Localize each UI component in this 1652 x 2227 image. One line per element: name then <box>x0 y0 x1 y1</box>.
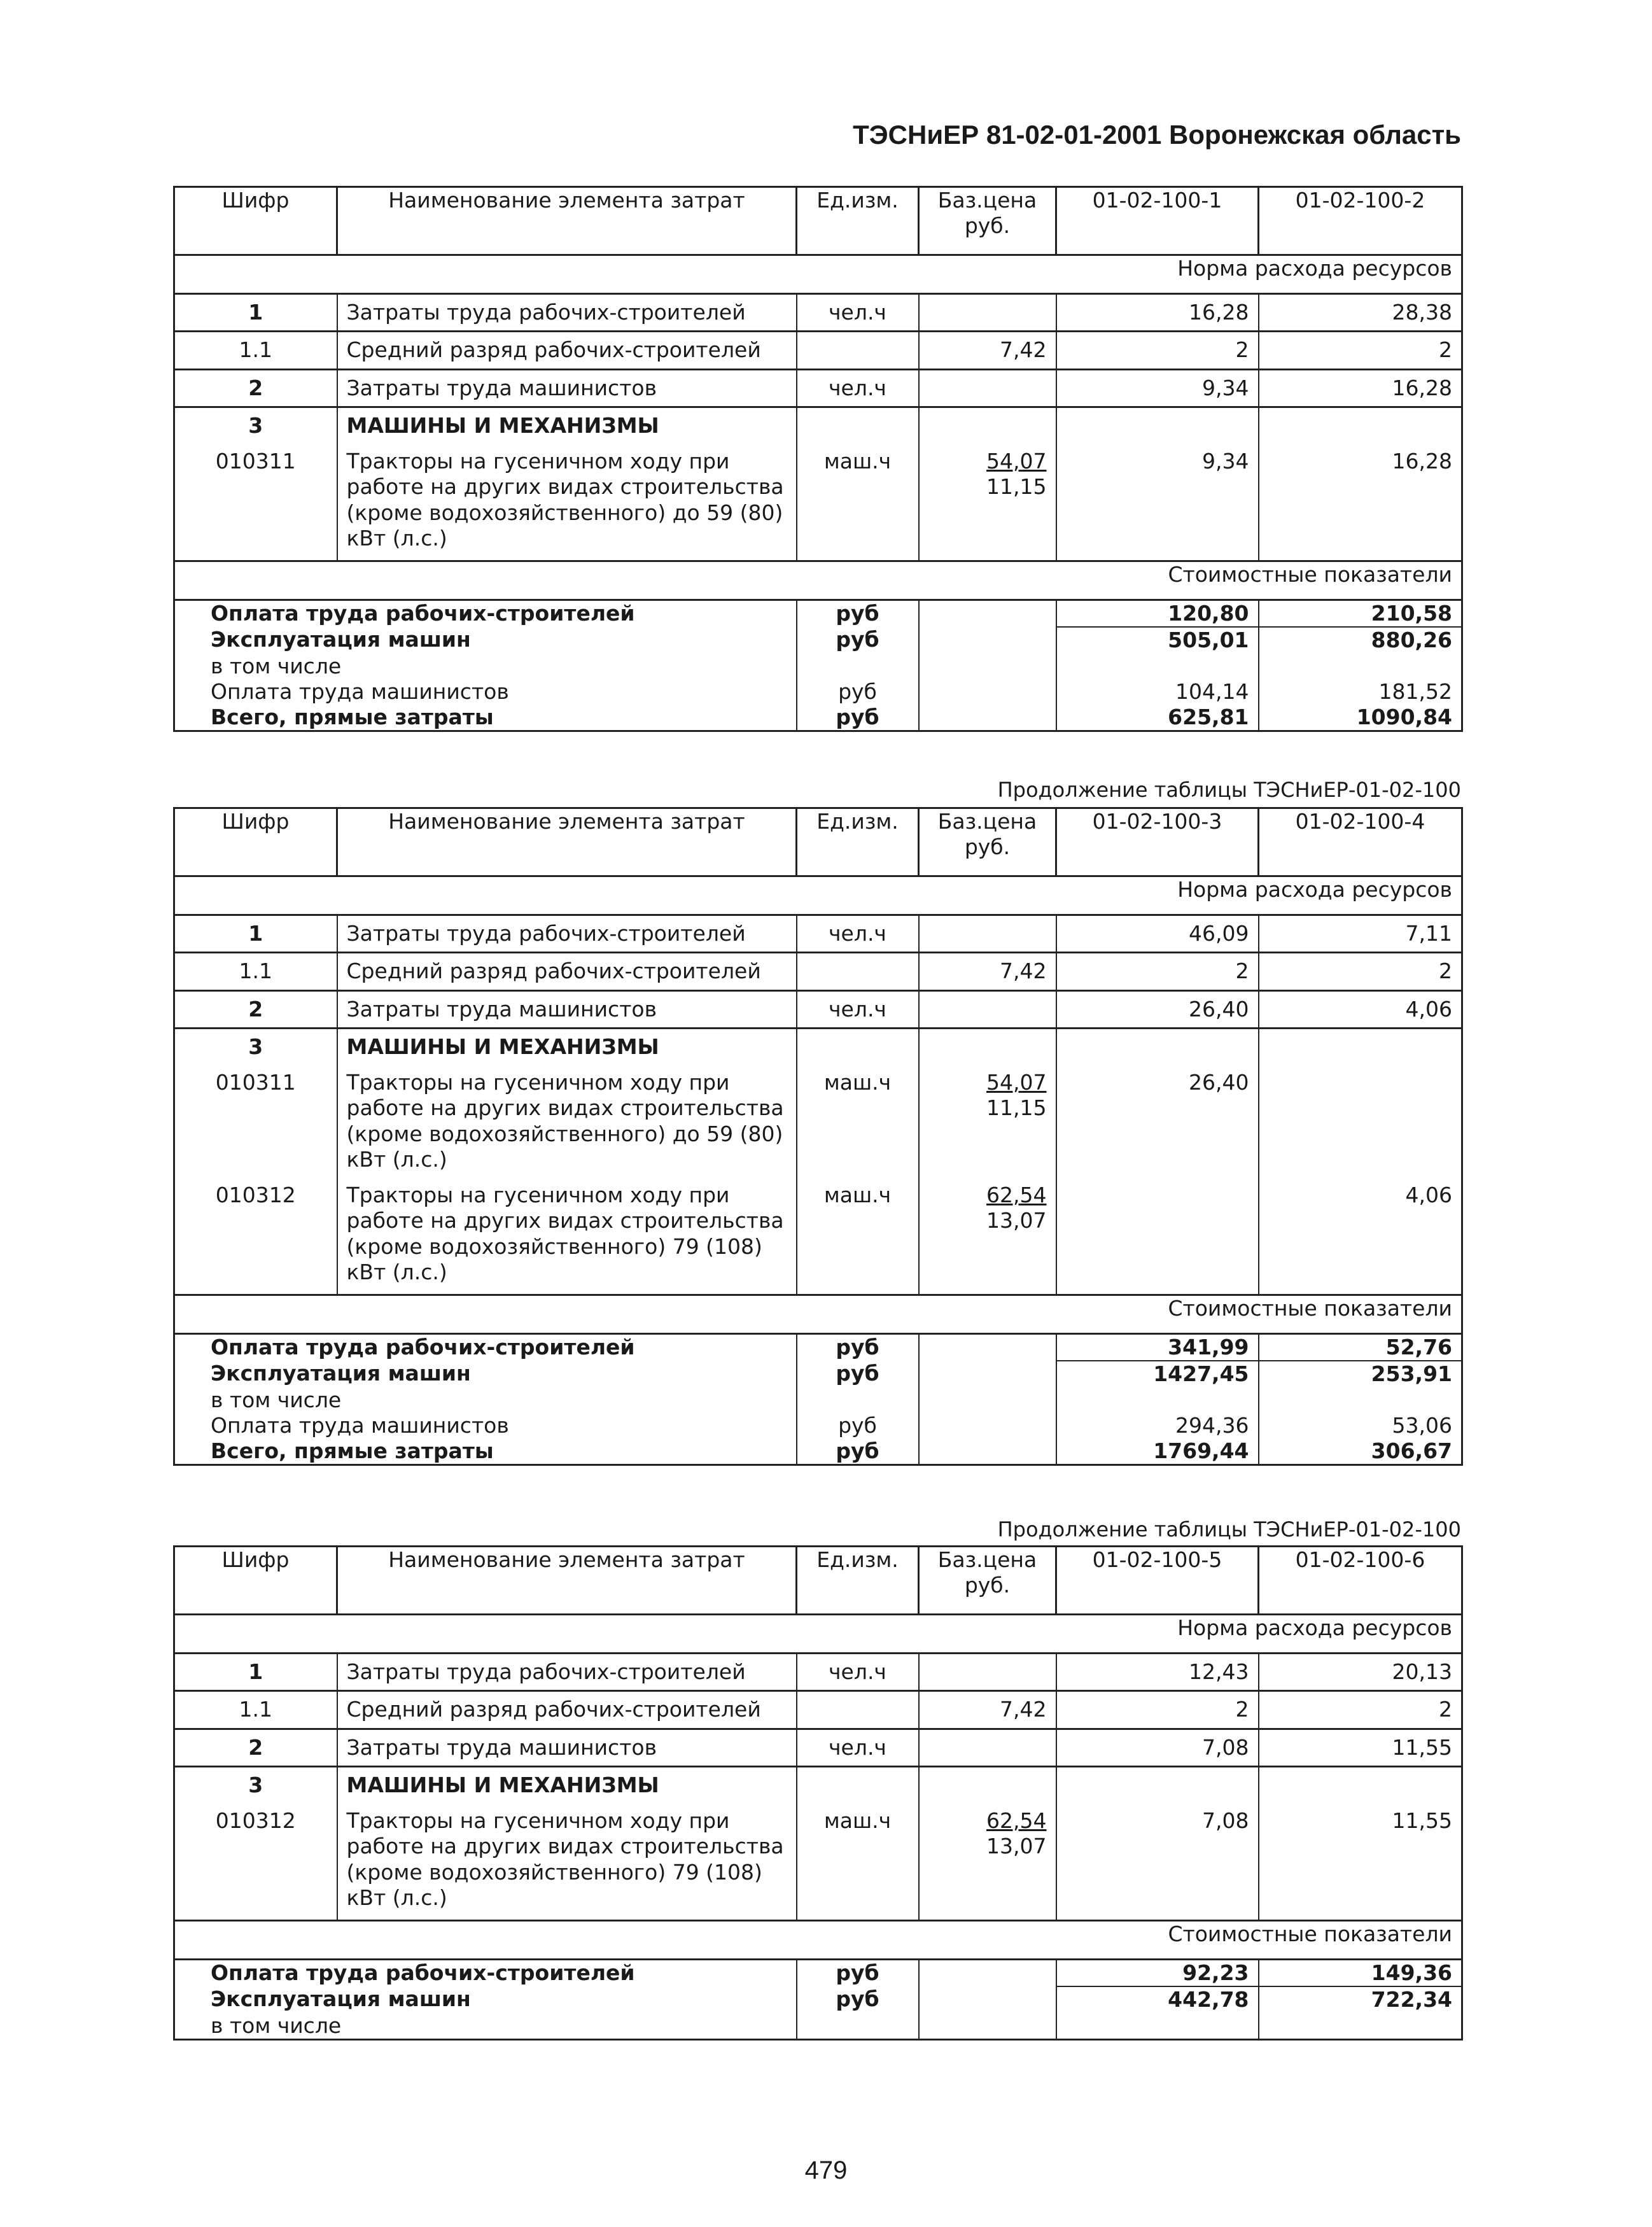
table-cell: маш.ч <box>797 1803 919 1921</box>
table-cell <box>919 679 1056 705</box>
table-row <box>174 1766 1462 1803</box>
table-cell <box>919 1729 1056 1766</box>
column-header-code: Шифр <box>174 1547 337 1615</box>
table-cell: Затраты труда машинистов <box>337 369 797 407</box>
cell-text: Баз.цена <box>937 188 1037 213</box>
table-cell: в том числе <box>174 1387 797 1413</box>
table-cell <box>797 1028 919 1065</box>
table-cell: 7,42 <box>919 1691 1056 1729</box>
table-cell: 2 <box>1259 1691 1462 1729</box>
table-cell: 52,76 <box>1259 1334 1462 1361</box>
table-cell: 210,58 <box>1259 600 1462 628</box>
table-cell: 010312 <box>174 1803 337 1921</box>
table-cell: 4,06 <box>1259 990 1462 1028</box>
table-cell <box>919 1986 1056 2013</box>
table-row <box>174 1413 1462 1438</box>
table-cell: 26,40 <box>1056 1065 1259 1177</box>
table-cell: Тракторы на гусеничном ходу при работе на других видах строительства (кроме водохозяйственного) до 59 (80) кВт (л.с.) <box>337 444 797 561</box>
column-header-variant-1: 01-02-100-1 <box>1056 187 1259 255</box>
table-cell <box>919 1334 1056 1361</box>
table-row <box>174 1960 1462 1987</box>
cell-text: Баз.цена <box>937 809 1037 834</box>
cell-text: 11,15 <box>986 1095 1047 1121</box>
table-cell <box>1259 1065 1462 1177</box>
table-cell: 28,38 <box>1259 294 1462 332</box>
table-cell: Средний разряд рабочих-строителей <box>337 1691 797 1729</box>
table-row <box>174 1729 1462 1766</box>
table-cell: руб <box>797 1361 919 1387</box>
table-cell: 253,91 <box>1259 1361 1462 1387</box>
table-cell: руб <box>797 705 919 731</box>
table-cell: 1.1 <box>174 332 337 369</box>
table-header <box>174 1547 1462 1615</box>
table-cell: 1769,44 <box>1056 1438 1259 1465</box>
table-row <box>174 915 1462 953</box>
cell-text: Баз.цена <box>937 1547 1037 1572</box>
column-header-name: Наименование элемента затрат <box>337 1547 797 1615</box>
table-row <box>174 600 1462 628</box>
table-cell: маш.ч <box>797 1065 919 1177</box>
continuation-caption: Продолжение таблицы ТЭСНиЕР-01-02-100 <box>997 1517 1461 1542</box>
table-cell: 9,34 <box>1056 369 1259 407</box>
table-cell <box>919 369 1056 407</box>
table-cell: чел.ч <box>797 1654 919 1691</box>
table-cell <box>919 1361 1056 1387</box>
table-cell <box>1259 1028 1462 1065</box>
table-cell <box>919 654 1056 679</box>
table-cell: Оплата труда машинистов <box>174 1413 797 1438</box>
table-cell: Эксплуатация машин <box>174 1361 797 1387</box>
table-cell <box>919 1766 1056 1803</box>
table-cell: 3 <box>174 407 337 444</box>
table-cell: 505,01 <box>1056 627 1259 653</box>
table-cell: Затраты труда рабочих-строителей <box>337 294 797 332</box>
column-header-price <box>919 1547 1056 1615</box>
table-cell: руб <box>797 627 919 653</box>
column-header-unit: Ед.изм. <box>797 1547 919 1615</box>
cell-text: 62,54 <box>986 1183 1047 1207</box>
table-cell: 1427,45 <box>1056 1361 1259 1387</box>
table-cell: 722,34 <box>1259 1986 1462 2013</box>
table-row <box>174 1986 1462 2013</box>
table-row <box>174 294 1462 332</box>
table-row <box>174 1065 1462 1177</box>
table-cell: 1 <box>174 294 337 332</box>
section-costs-label: Стоимостные показатели <box>174 1295 1462 1334</box>
table-cell <box>919 407 1056 444</box>
table-cell: чел.ч <box>797 1729 919 1766</box>
table-row <box>174 1177 1462 1295</box>
table-cell: МАШИНЫ И МЕХАНИЗМЫ <box>337 407 797 444</box>
table-cell: Тракторы на гусеничном ходу при работе на других видах строительства (кроме водохозяйственного) 79 (108) кВт (л.с.) <box>337 1177 797 1295</box>
table-cell <box>797 2013 919 2040</box>
table-cell <box>919 600 1056 628</box>
table-cell <box>919 2013 1056 2040</box>
table-cell: Затраты труда машинистов <box>337 1729 797 1766</box>
page-number: 479 <box>804 2156 848 2184</box>
table-cell: чел.ч <box>797 990 919 1028</box>
continuation-caption: Продолжение таблицы ТЭСНиЕР-01-02-100 <box>997 778 1461 802</box>
table-row <box>174 407 1462 444</box>
table-cell: 010311 <box>174 1065 337 1177</box>
table-cell: 4,06 <box>1259 1177 1462 1295</box>
table-cell: Всего, прямые затраты <box>174 705 797 731</box>
cell-text: руб. <box>964 834 1011 860</box>
table-row <box>174 1691 1462 1729</box>
table-row <box>174 1803 1462 1921</box>
table-cell: МАШИНЫ И МЕХАНИЗМЫ <box>337 1028 797 1065</box>
table-row <box>174 679 1462 705</box>
table-cell: 7,42 <box>919 332 1056 369</box>
table-cell: 1090,84 <box>1259 705 1462 731</box>
table-cell: 341,99 <box>1056 1334 1259 1361</box>
table-cell <box>919 915 1056 953</box>
column-header-variant-2: 01-02-100-2 <box>1259 187 1462 255</box>
table-cell: 010312 <box>174 1177 337 1295</box>
table-cell <box>919 294 1056 332</box>
table-row <box>174 1654 1462 1691</box>
cell-text: 11,15 <box>986 474 1047 500</box>
table-cell: маш.ч <box>797 444 919 561</box>
table-cell <box>1259 2013 1462 2040</box>
column-header-code: Шифр <box>174 187 337 255</box>
table-cell: 2 <box>174 369 337 407</box>
table-cell <box>919 1413 1056 1438</box>
cell-text: 13,07 <box>986 1208 1047 1233</box>
table-cell: 1 <box>174 915 337 953</box>
table-cell <box>1056 1028 1259 1065</box>
column-header-price <box>919 808 1056 876</box>
table-cell <box>1056 2013 1259 2040</box>
table-header <box>174 808 1462 876</box>
section-costs-label: Стоимостные показатели <box>174 1921 1462 1960</box>
table-cell: 46,09 <box>1056 915 1259 953</box>
table-cell <box>797 1691 919 1729</box>
table-row <box>174 1361 1462 1387</box>
table-cell: Эксплуатация машин <box>174 1986 797 2013</box>
resource-table-2 <box>173 807 1463 1466</box>
table-cell: 120,80 <box>1056 600 1259 628</box>
table-cell: руб <box>797 1438 919 1465</box>
table-cell <box>919 1065 1056 1177</box>
table-row <box>174 990 1462 1028</box>
table-cell: 625,81 <box>1056 705 1259 731</box>
table-cell: 104,14 <box>1056 679 1259 705</box>
table-cell: 7,42 <box>919 953 1056 990</box>
table-row <box>174 332 1462 369</box>
resource-table-1 <box>173 186 1463 732</box>
table-cell: 3 <box>174 1028 337 1065</box>
table-cell <box>1259 407 1462 444</box>
table-cell <box>1056 654 1259 679</box>
table-cell <box>919 1960 1056 1987</box>
table-cell <box>1056 1387 1259 1413</box>
column-header-price <box>919 187 1056 255</box>
table-cell: Всего, прямые затраты <box>174 1438 797 1465</box>
table-cell <box>919 444 1056 561</box>
table-cell: Затраты труда рабочих-строителей <box>337 1654 797 1691</box>
section-norms-label: Норма расхода ресурсов <box>174 255 1462 294</box>
table-cell <box>919 705 1056 731</box>
table-cell: 16,28 <box>1259 369 1462 407</box>
table-cell <box>1259 1766 1462 1803</box>
table-cell: руб <box>797 600 919 628</box>
table-cell: 2 <box>174 1729 337 1766</box>
table-cell: 26,40 <box>1056 990 1259 1028</box>
table-cell: Оплата труда рабочих-строителей <box>174 600 797 628</box>
table-cell <box>797 407 919 444</box>
table-cell: Оплата труда рабочих-строителей <box>174 1334 797 1361</box>
table-cell: 2 <box>1259 332 1462 369</box>
table-cell: Средний разряд рабочих-строителей <box>337 332 797 369</box>
table-cell: Оплата труда рабочих-строителей <box>174 1960 797 1987</box>
table-cell: 12,43 <box>1056 1654 1259 1691</box>
table-cell: 2 <box>1056 1691 1259 1729</box>
table-cell: 2 <box>1259 953 1462 990</box>
table-cell: чел.ч <box>797 369 919 407</box>
table-cell <box>919 990 1056 1028</box>
cell-text: 13,07 <box>986 1834 1047 1859</box>
page-header: ТЭСНиЕР 81-02-01-2001 Воронежская область <box>853 120 1461 150</box>
table-cell <box>919 1028 1056 1065</box>
table-cell: Тракторы на гусеничном ходу при работе на других видах строительства (кроме водохозяйственного) 79 (108) кВт (л.с.) <box>337 1803 797 1921</box>
column-header-variant-1: 01-02-100-3 <box>1056 808 1259 876</box>
table-cell <box>919 1387 1056 1413</box>
table-cell: руб <box>797 1413 919 1438</box>
table-cell: 2 <box>1056 953 1259 990</box>
table-cell: руб <box>797 1334 919 1361</box>
table-row <box>174 2013 1462 2040</box>
table-cell: 1.1 <box>174 953 337 990</box>
table-cell <box>1056 407 1259 444</box>
table-cell: чел.ч <box>797 294 919 332</box>
table-cell <box>919 1438 1056 1465</box>
table-cell <box>1259 654 1462 679</box>
section-norms-label: Норма расхода ресурсов <box>174 1615 1462 1654</box>
column-header-variant-2: 01-02-100-6 <box>1259 1547 1462 1615</box>
table-cell <box>797 332 919 369</box>
table-cell <box>1056 1766 1259 1803</box>
table-cell: 92,23 <box>1056 1960 1259 1987</box>
table-cell: в том числе <box>174 654 797 679</box>
table-cell: 149,36 <box>1259 1960 1462 1987</box>
table-cell: 16,28 <box>1259 444 1462 561</box>
cell-text: руб. <box>964 1573 1011 1598</box>
table-cell <box>797 654 919 679</box>
column-header-name: Наименование элемента затрат <box>337 187 797 255</box>
table-cell: 7,08 <box>1056 1729 1259 1766</box>
column-header-variant-1: 01-02-100-5 <box>1056 1547 1259 1615</box>
table-cell: 11,55 <box>1259 1729 1462 1766</box>
table-cell: в том числе <box>174 2013 797 2040</box>
column-header-name: Наименование элемента затрат <box>337 808 797 876</box>
table-cell: 306,67 <box>1259 1438 1462 1465</box>
table-cell: 3 <box>174 1766 337 1803</box>
cell-text: руб. <box>964 213 1011 239</box>
table-cell: руб <box>797 1986 919 2013</box>
table-header <box>174 187 1462 255</box>
table-cell: руб <box>797 1960 919 1987</box>
table-cell: Затраты труда машинистов <box>337 990 797 1028</box>
table-cell: маш.ч <box>797 1177 919 1295</box>
table-cell: 880,26 <box>1259 627 1462 653</box>
column-header-unit: Ед.изм. <box>797 187 919 255</box>
section-norms-label: Норма расхода ресурсов <box>174 876 1462 915</box>
table-cell <box>797 1387 919 1413</box>
table-cell: чел.ч <box>797 915 919 953</box>
table-cell <box>919 627 1056 653</box>
table-cell <box>919 1177 1056 1295</box>
table-row <box>174 1438 1462 1465</box>
table-cell: 181,52 <box>1259 679 1462 705</box>
table-cell <box>919 1803 1056 1921</box>
section-costs-label: Стоимостные показатели <box>174 561 1462 600</box>
table-cell: 20,13 <box>1259 1654 1462 1691</box>
table-cell: 294,36 <box>1056 1413 1259 1438</box>
table-cell: Эксплуатация машин <box>174 627 797 653</box>
table-cell <box>797 1766 919 1803</box>
column-header-unit: Ед.изм. <box>797 808 919 876</box>
table-row <box>174 654 1462 679</box>
table-row <box>174 1334 1462 1361</box>
table-cell <box>919 1654 1056 1691</box>
table-cell: 9,34 <box>1056 444 1259 561</box>
table-row <box>174 705 1462 731</box>
column-header-variant-2: 01-02-100-4 <box>1259 808 1462 876</box>
table-cell: 7,08 <box>1056 1803 1259 1921</box>
table-cell: 7,11 <box>1259 915 1462 953</box>
column-header-code: Шифр <box>174 808 337 876</box>
table-row <box>174 953 1462 990</box>
table-cell: 11,55 <box>1259 1803 1462 1921</box>
table-cell: 1 <box>174 1654 337 1691</box>
table-cell: 53,06 <box>1259 1413 1462 1438</box>
table-cell <box>1056 1177 1259 1295</box>
table-cell: Тракторы на гусеничном ходу при работе на других видах строительства (кроме водохозяйственного) до 59 (80) кВт (л.с.) <box>337 1065 797 1177</box>
table-cell: 2 <box>1056 332 1259 369</box>
resource-table-3 <box>173 1545 1463 2041</box>
table-row <box>174 627 1462 653</box>
table-cell <box>1259 1387 1462 1413</box>
table-cell: руб <box>797 679 919 705</box>
table-row <box>174 444 1462 561</box>
table-cell: Средний разряд рабочих-строителей <box>337 953 797 990</box>
cell-text: 62,54 <box>986 1808 1047 1833</box>
table-row <box>174 1387 1462 1413</box>
table-cell: 010311 <box>174 444 337 561</box>
table-cell: МАШИНЫ И МЕХАНИЗМЫ <box>337 1766 797 1803</box>
table-row <box>174 369 1462 407</box>
table-cell: 442,78 <box>1056 1986 1259 2013</box>
table-cell: 2 <box>174 990 337 1028</box>
table-cell: 1.1 <box>174 1691 337 1729</box>
table-cell: Затраты труда рабочих-строителей <box>337 915 797 953</box>
table-row <box>174 1028 1462 1065</box>
table-cell <box>797 953 919 990</box>
table-cell: 16,28 <box>1056 294 1259 332</box>
table-cell: Оплата труда машинистов <box>174 679 797 705</box>
cell-text: 54,07 <box>986 449 1047 474</box>
cell-text: 54,07 <box>986 1070 1047 1095</box>
